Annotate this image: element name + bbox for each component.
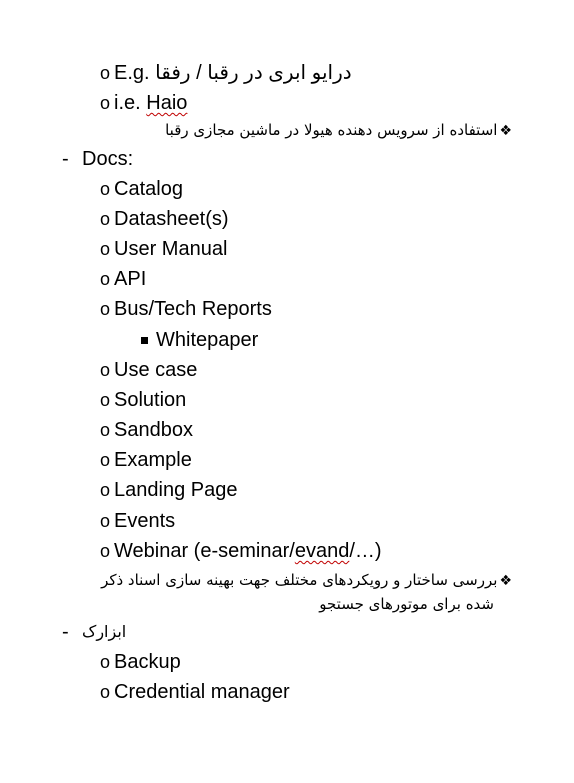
bullet: o [100,682,111,702]
bullet: o [100,450,111,470]
rtl-list-item [165,119,512,142]
dash-bullet: - [62,621,69,643]
item-text: API [114,268,147,290]
item-suffix: /…) [349,540,382,562]
bullet: o [100,239,111,259]
spellcheck-word: Haio [146,92,188,114]
list-item [100,507,175,535]
bullet: o [100,269,111,289]
bullet: o [100,390,111,410]
item-text: E.g. درایو ابری در رقبا / رفقا [114,62,352,84]
list-item [100,537,382,565]
list-item [100,235,227,263]
list-item [100,446,192,474]
item-text: Datasheet(s) [114,208,229,230]
bullet: o [100,299,111,319]
bullet: o [100,541,111,561]
list-item [100,205,229,233]
bullet: o [100,652,111,672]
list-item [100,295,272,323]
item-text: Sandbox [114,419,193,441]
item-text: Use case [114,359,198,381]
list-item [100,265,146,293]
diamond-bullet-icon: ❖ [499,573,512,589]
list-item [100,648,181,676]
bullet: o [100,63,111,83]
list-item [100,356,197,384]
item-text: Backup [114,651,181,673]
item-prefix: i.e. [114,92,147,114]
list-item [100,175,183,203]
item-text: Solution [114,389,187,411]
section-heading [82,145,133,173]
item-text: Landing Page [114,479,238,501]
item-text: ابزارک [82,622,127,641]
bullet: o [100,420,111,440]
item-text: Credential manager [114,681,290,703]
spellcheck-word: evand [294,540,350,562]
item-text: Example [114,449,192,471]
item-text: بررسی ساختار و رویکردهای مختلف جهت بهینه سازی اسناد ذکر [101,571,498,589]
rtl-continuation [319,593,494,615]
item-text: Catalog [114,178,183,200]
item-text: Bus/Tech Reports [114,298,272,320]
list-item [100,416,193,444]
item-text-line2: شده برای موتورهای جستجو [319,595,494,613]
item-prefix: Webinar (e-seminar/ [114,540,295,562]
square-bullet-icon [141,337,148,344]
bullet: o [100,179,111,199]
bullet: o [100,209,111,229]
list-item [100,476,237,504]
list-item [100,89,187,117]
sub-list-item [156,326,258,354]
list-item [100,386,186,414]
bullet: o [100,480,111,500]
list-item [100,59,352,87]
dash-bullet: - [62,148,69,170]
item-text: Whitepaper [156,329,259,351]
bullet: o [100,360,111,380]
item-text: Docs: [82,148,134,170]
list-item [100,678,290,706]
item-text: Events [114,510,176,532]
item-text: استفاده از سرویس دهنده هیولا در ماشین مجازی رقبا [165,121,498,139]
item-text: User Manual [114,238,228,260]
diamond-bullet-icon: ❖ [499,123,512,139]
bullet: o [100,93,111,113]
bullet: o [100,511,111,531]
section-heading [82,621,126,643]
rtl-list-item [101,569,512,592]
